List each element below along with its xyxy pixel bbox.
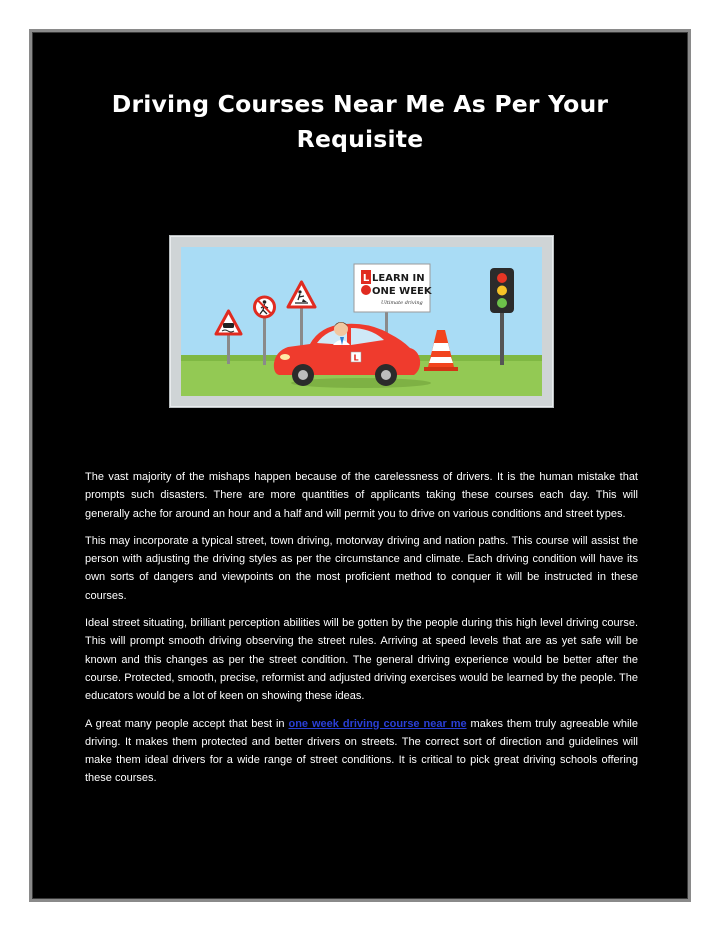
paragraph-4 xyxy=(85,715,638,788)
logo-line2: ONE WEEK xyxy=(372,286,432,297)
course-link[interactable]: one week driving course near me xyxy=(288,717,467,730)
svg-text:L: L xyxy=(362,273,370,284)
paragraph-1: The vast majority of the mishaps happen because of the carelessness of drivers. It is the human mistake that prompts such disasters. There are more quantities of applicants taking these courses each day. This will generally ache for around an hour and a half and will permit you to drive on various conditions and street types. xyxy=(85,471,638,520)
driving-lesson-illustration xyxy=(181,247,542,396)
hero-image-frame xyxy=(169,235,554,408)
logo-line1: LEARN IN xyxy=(372,273,425,284)
paragraph-3: Ideal street situating, brilliant perception abilities will be gotten by the people during this high level driving course. This will prompt smooth driving observing the street rules. Arriving at speed levels that are as yet safe will be known and this changes as per the street condition. The general driving experience would be better after the course. Protected, smooth, precise, reformist and adjusted driving exercises would be learned by the people. The educators would be a lot of keen on showing these ideas. xyxy=(85,617,638,703)
article-body xyxy=(85,468,638,797)
car-plate-text: L xyxy=(353,353,359,363)
document-title: Driving Courses Near Me As Per Your Requisite xyxy=(111,90,609,153)
paragraph-4-lead: A great many people accept that best in xyxy=(85,717,289,730)
paragraph-2: This may incorporate a typical street, town driving, motorway driving and nation paths. This course will assist the person with adjusting the driving styles as per the circumstance and climate. Each driving condition will have its own sorts of dangers and viewpoints on the most proficient method to conquer it will be instructed in these courses. xyxy=(85,534,638,602)
paragraph-4-rest: makes them truly agreeable while driving. It makes them protected and better drivers on streets. The correct sort of direction and guidelines will make them ideal drivers for a wide range of street conditions. It is critical to pick great driving schools offering these courses. xyxy=(85,717,638,785)
logo-tagline: Ultimate driving xyxy=(381,300,423,306)
document-page xyxy=(29,29,691,902)
